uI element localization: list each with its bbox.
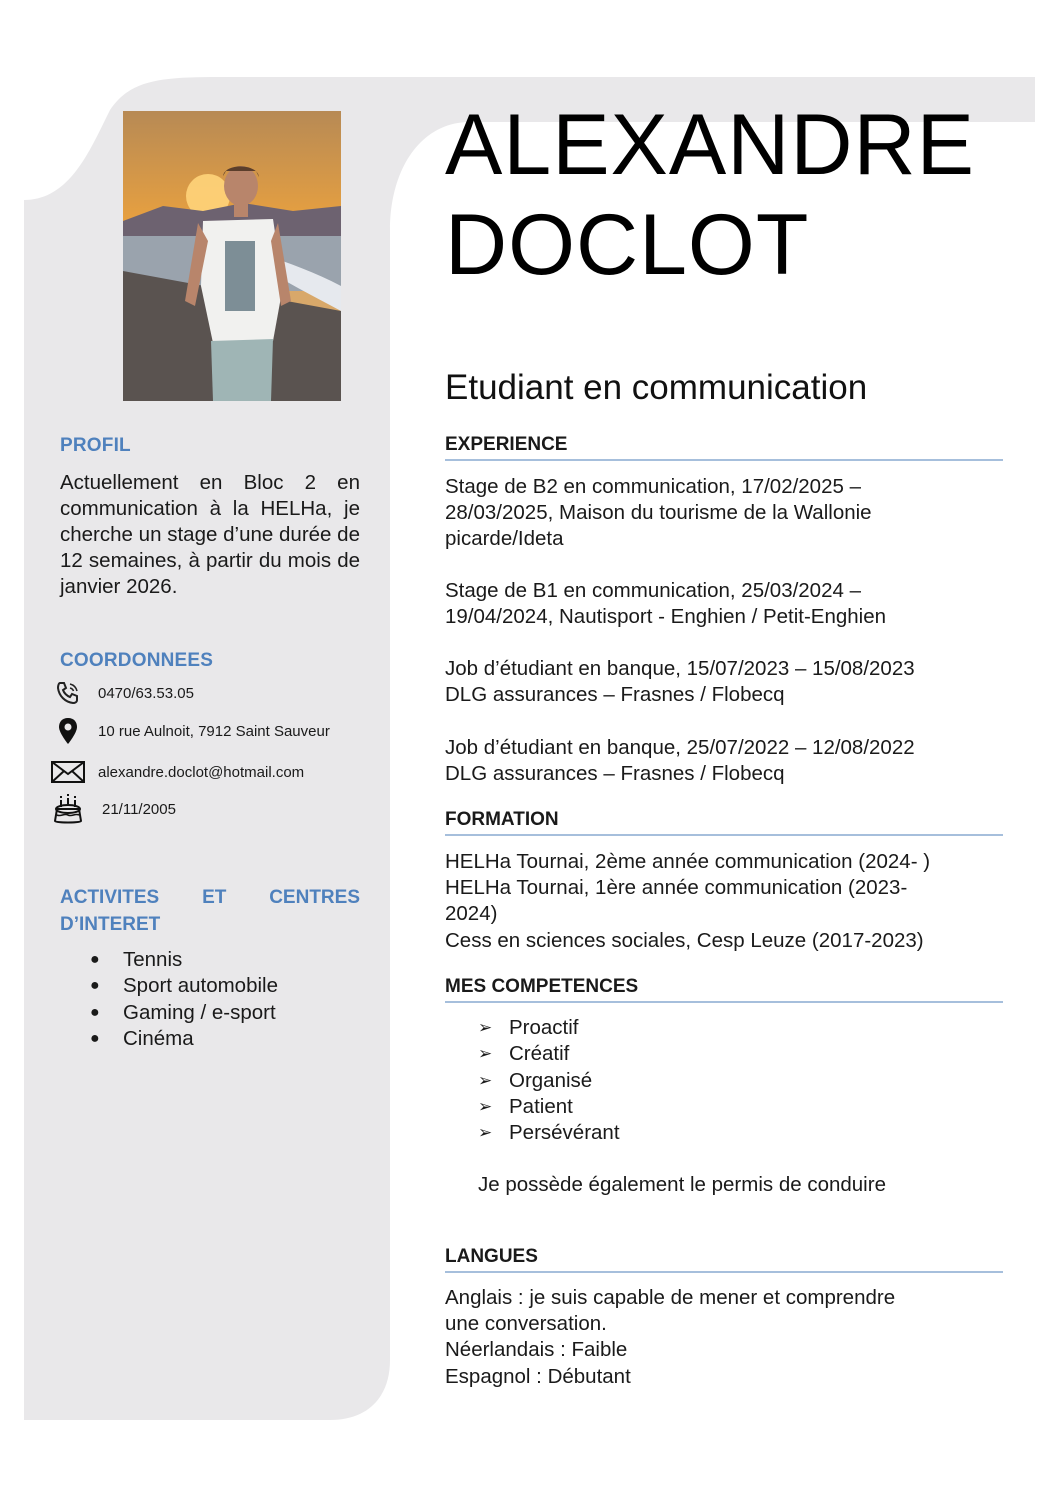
list-item: ➢ Persévérant	[478, 1120, 620, 1146]
driving-license-note: Je possède également le permis de conduire	[478, 1173, 886, 1196]
interests-heading-word: ET	[202, 887, 227, 908]
experience-item: Job d’étudiant en banque, 25/07/2022 – 12/08/2022 DLG assurances – Frasnes / Flobecq	[445, 736, 915, 786]
list-item: ➢ Créatif	[478, 1041, 620, 1067]
contact-heading: COORDONNEES	[60, 650, 214, 671]
profile-heading: PROFIL	[60, 435, 131, 456]
last-name: DOCLOT	[445, 197, 810, 293]
first-name: ALEXANDRE	[445, 97, 975, 193]
envelope-icon	[50, 757, 86, 787]
experience-item: Stage de B2 en communication, 17/02/2025 – 28/03/2025, Maison du tourisme de la Wallonie picarde/Ideta	[445, 475, 872, 551]
list-item: ● Gaming / e-sport	[90, 1000, 276, 1024]
list-item: ● Tennis	[90, 948, 183, 971]
list-item: ➢ Patient	[478, 1094, 620, 1120]
job-title: Etudiant en communication	[445, 368, 868, 407]
skills-heading: MES COMPETENCES	[445, 976, 1003, 1003]
languages-list: Anglais : je suis capable de mener et comprendre une conversation. Néerlandais : Faible Espagnol : Débutant	[445, 1286, 896, 1388]
list-item: ➢ Organisé	[478, 1068, 620, 1094]
languages-heading: LANGUES	[445, 1246, 1003, 1273]
phone-value[interactable]: 0470/63.53.05	[98, 684, 194, 702]
address-value: 10 rue Aulnoit, 7912 Saint Sauveur	[98, 722, 330, 740]
formation-list: HELHa Tournai, 2ème année communication (2024- ) HELHa Tournai, 1ère année communication (2023- 2024) Cess en sciences sociales, Cesp Leuze (2017-2023)	[445, 850, 931, 952]
contact-email	[50, 757, 304, 787]
experience-item: Stage de B1 en communication, 25/03/2024 – 19/04/2024, Nautisport - Enghien / Petit-Enghien	[445, 579, 887, 629]
arrow-bullet-icon: ➢	[478, 1096, 493, 1116]
list-item: ➢ Proactif	[478, 1015, 620, 1041]
arrow-bullet-icon: ➢	[478, 1070, 493, 1090]
birthdate-value: 21/11/2005	[102, 800, 176, 818]
profile-text: Actuellement en Bloc 2 en communication à la HELHa, je cherche un stage d’une durée de 12 semaines, à partir du mois de janvier 2026.	[60, 471, 360, 598]
list-item: ● Cinéma	[90, 1027, 194, 1051]
interests-heading-word: ACTIVITES	[60, 887, 160, 908]
arrow-bullet-icon: ➢	[478, 1018, 493, 1037]
interests-heading-line2: D’INTERET	[60, 914, 161, 935]
contact-address	[50, 716, 330, 746]
list-item: ● Sport automobile	[90, 974, 278, 998]
full-name	[445, 95, 975, 295]
interests-heading-word: CENTRES	[269, 887, 360, 908]
arrow-bullet-icon: ➢	[478, 1123, 493, 1143]
experience-item: Job d’étudiant en banque, 15/07/2023 – 15/08/2023 DLG assurances – Frasnes / Flobecq	[445, 657, 915, 707]
contact-birthday	[50, 794, 176, 824]
email-value[interactable]: alexandre.doclot@hotmail.com	[98, 763, 305, 781]
phone-icon	[50, 678, 86, 708]
location-pin-icon	[50, 716, 86, 746]
interests-list	[90, 947, 278, 1053]
experience-heading: EXPERIENCE	[445, 434, 1003, 461]
contact-phone	[50, 678, 194, 708]
interests-heading	[60, 884, 360, 938]
skills-list	[478, 1015, 620, 1146]
birthday-cake-icon	[50, 794, 86, 824]
formation-heading: FORMATION	[445, 809, 1003, 836]
arrow-bullet-icon: ➢	[478, 1044, 493, 1064]
profile-photo	[123, 111, 341, 401]
